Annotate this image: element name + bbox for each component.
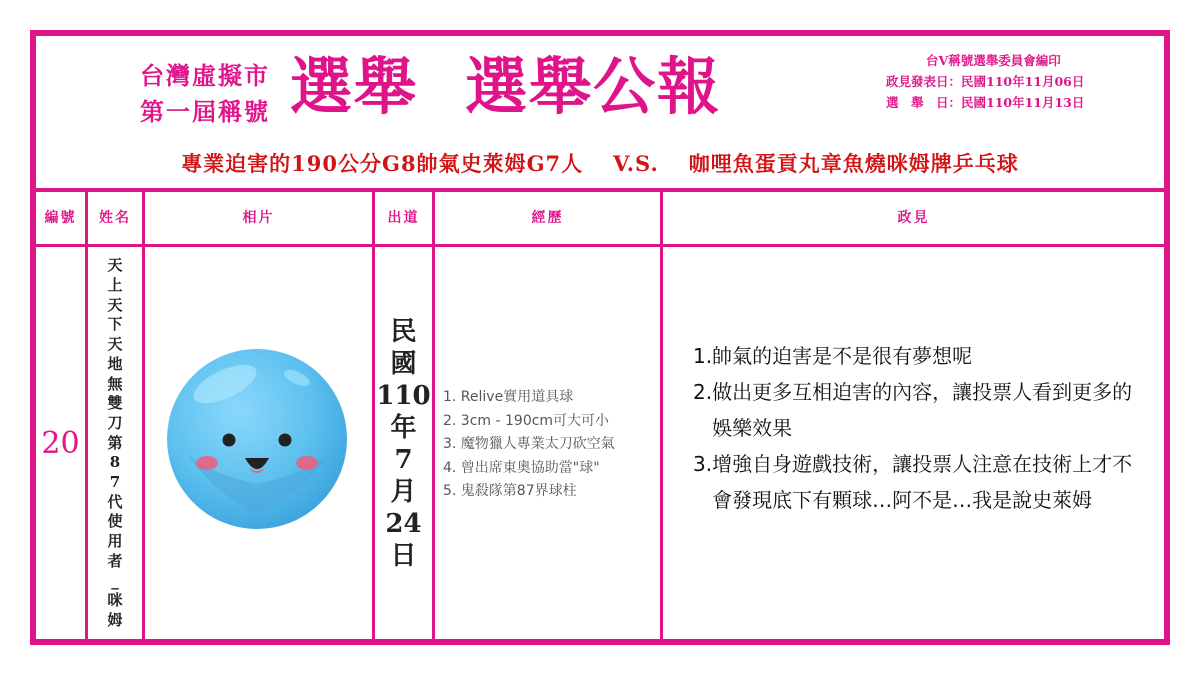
matchup-right: 咖哩魚蛋貢丸章魚燒咪姆牌乒乓球: [688, 151, 1019, 176]
name-char: 地: [107, 354, 123, 373]
platform-date: 政見發表日：民國110年11月06日: [886, 74, 1085, 89]
history-item: 3. 魔物獵人專業太刀砍空氣: [443, 436, 615, 452]
platform-index: 2.: [693, 380, 713, 404]
name-char: 7: [109, 473, 121, 492]
history-item: 1. Relive實用道具球: [443, 389, 574, 405]
candidate-platform: [663, 248, 1164, 639]
debut-char: 國: [390, 348, 417, 379]
name-char: 天: [107, 295, 123, 314]
election-date: 選 舉 日：民國110年11月13日: [886, 95, 1085, 110]
header-divider: [36, 188, 1164, 192]
publisher-name: 台V稱號選舉委員會編印: [926, 53, 1061, 68]
table-header-divider: [36, 244, 1164, 247]
candidate-history: [435, 248, 660, 639]
platform-text: 帥氣的迫害是不是很有夢想呢: [712, 344, 973, 368]
debut-char: 民: [390, 316, 417, 347]
bulletin-header: [36, 36, 1164, 190]
matchup-line: [36, 148, 1164, 178]
name-char: 第: [107, 433, 123, 452]
name-char: 姆: [107, 610, 123, 629]
header-platform: 政見: [897, 210, 930, 226]
name-char: 代: [107, 492, 123, 511]
platform-item: [693, 374, 1144, 446]
bulletin-title: 選舉 選舉公報: [290, 50, 722, 123]
blue-slime-ball-face-icon: [145, 248, 372, 639]
candidate-name-vertical: [88, 248, 142, 639]
publisher-info: [886, 50, 1126, 113]
candidate-photo: [145, 248, 372, 639]
debut-char: 日: [390, 540, 417, 571]
history-item: 5. 鬼殺隊第87界球柱: [443, 483, 577, 499]
header-name: 姓名: [99, 210, 131, 226]
matchup-left: 專業迫害的190公分G8帥氣史萊姆G7人: [181, 151, 584, 176]
platform-text: 增強自身遊戲技術，讓投票人注意在技術上才不會發現底下有顆球…阿不是…我是說史萊姆: [712, 452, 1133, 512]
name-char: 刀: [107, 413, 123, 432]
debut-char: 110: [376, 380, 431, 411]
header-history: 經歷: [531, 210, 564, 226]
city-line-2: 第一屆稱號: [140, 97, 270, 126]
debut-char: 月: [390, 476, 417, 507]
name-char: 8: [109, 453, 121, 472]
candidate-debut: [375, 248, 432, 639]
name-char: 上: [107, 276, 123, 295]
name-char: 咪: [107, 591, 123, 610]
header-photo: 相片: [242, 210, 275, 226]
platform-text: 做出更多互相迫害的內容，讓投票人看到更多的娛樂效果: [712, 380, 1133, 440]
candidate-number: 20: [41, 426, 80, 461]
debut-char: 7: [394, 444, 413, 475]
platform-index: 1.: [693, 344, 713, 368]
history-item: 2. 3cm - 190cm可大可小: [443, 412, 610, 429]
platform-index: 3.: [693, 452, 713, 476]
name-char: 無: [107, 374, 123, 393]
name-char: 使: [107, 512, 123, 531]
name-char: 下: [107, 315, 123, 334]
election-bulletin: [30, 30, 1170, 645]
candidate-name: [88, 248, 142, 639]
header-debut: 出道: [387, 210, 420, 226]
matchup-vs: V.S.: [613, 151, 659, 176]
header-number: 編號: [44, 210, 77, 226]
platform-item: [693, 446, 1144, 518]
debut-char: 年: [390, 412, 417, 443]
name-char: 用: [107, 532, 123, 551]
debut-date-vertical: [375, 248, 432, 639]
name-char: 者: [107, 551, 123, 570]
city-line-1: 台灣虛擬市: [140, 61, 270, 90]
name-char: 天: [107, 256, 123, 275]
name-char: _: [111, 571, 119, 590]
name-char: 天: [107, 335, 123, 354]
platform-item: [693, 338, 1144, 374]
history-item: 4. 曾出席東奧協助當"球": [443, 459, 600, 476]
debut-char: 24: [385, 508, 422, 539]
name-char: 雙: [107, 394, 123, 413]
city-title: [120, 58, 290, 130]
